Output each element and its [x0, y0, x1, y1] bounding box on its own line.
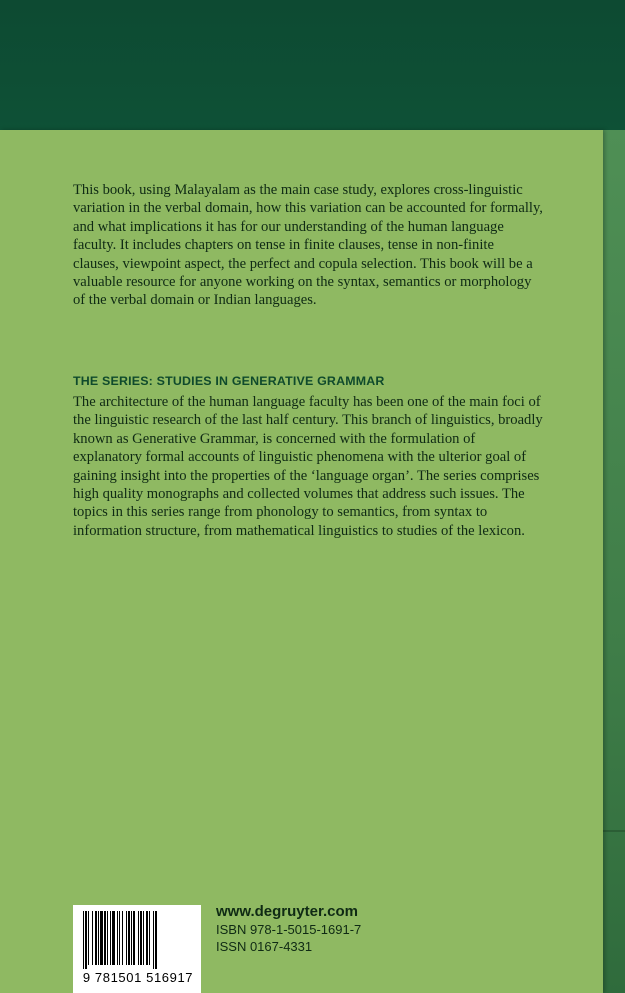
barcode-bar — [83, 911, 84, 969]
barcode-bar — [146, 911, 148, 965]
spine-edge — [603, 130, 625, 993]
barcode-bar — [110, 911, 111, 965]
book-description: This book, using Malayalam as the main case study, explores cross-linguistic variation in the verbal domain, how this variation can be accounted for formally, and what implications it has for our understanding of the human language faculty. It includes chapters on tense in finite clauses, tense in non-finite clauses, viewpoint aspect, the perfect and copula selection. This book will be a valuable resource for anyone working on the syntax, semantics or morphology of the verbal domain or Indian languages. — [73, 182, 543, 309]
series-heading: THE SERIES: STUDIES IN GENERATIVE GRAMMAR — [73, 374, 385, 388]
barcode-bar — [138, 911, 139, 965]
publisher-url[interactable]: www.degruyter.com — [216, 903, 358, 920]
barcode — [73, 905, 201, 993]
isbn-line: ISBN 978-1-5015-1691-7 — [216, 922, 362, 937]
barcode-bar — [128, 911, 130, 965]
barcode-bar — [133, 911, 135, 965]
barcode-bar — [95, 911, 97, 965]
barcode-bar — [112, 911, 115, 965]
issn-line: ISSN 0167-4331 — [216, 939, 313, 954]
barcode-bar — [155, 911, 157, 969]
barcode-bar — [92, 911, 93, 965]
barcode-bars — [73, 905, 201, 971]
barcode-bar — [131, 911, 132, 965]
barcode-bar — [149, 911, 150, 965]
barcode-bar — [140, 911, 142, 965]
barcode-bar — [122, 911, 123, 965]
top-band — [0, 0, 625, 130]
publisher-info — [216, 903, 361, 955]
barcode-digits: 9 781501 516917 — [82, 970, 194, 985]
barcode-bar — [119, 911, 120, 965]
barcode-bar — [104, 911, 106, 965]
barcode-bar — [85, 911, 87, 969]
spine-notch — [603, 830, 625, 832]
barcode-bar — [107, 911, 108, 965]
barcode-bar — [98, 911, 99, 965]
barcode-bar — [153, 911, 154, 969]
series-description: The architecture of the human language faculty has been one of the main foci of the linguistic research of the last half century. This branch of linguistics, broadly known as Generative Grammar, is concerned with the formulation of explanatory formal accounts of linguistic phenomena with the ulterior goal of gaining insight into the properties of the ‘language organ’. The series comprises high quality monographs and collected volumes that address such issues. The topics in this series range from phonology to semantics, from syntax to information structure, from mathematical linguistics to studies of the lexicon. — [73, 394, 543, 539]
back-cover-panel — [0, 130, 603, 993]
barcode-bar — [126, 911, 127, 965]
barcode-bar — [88, 911, 89, 965]
barcode-bar — [143, 911, 144, 965]
barcode-bar — [117, 911, 118, 965]
barcode-bar — [100, 911, 103, 965]
